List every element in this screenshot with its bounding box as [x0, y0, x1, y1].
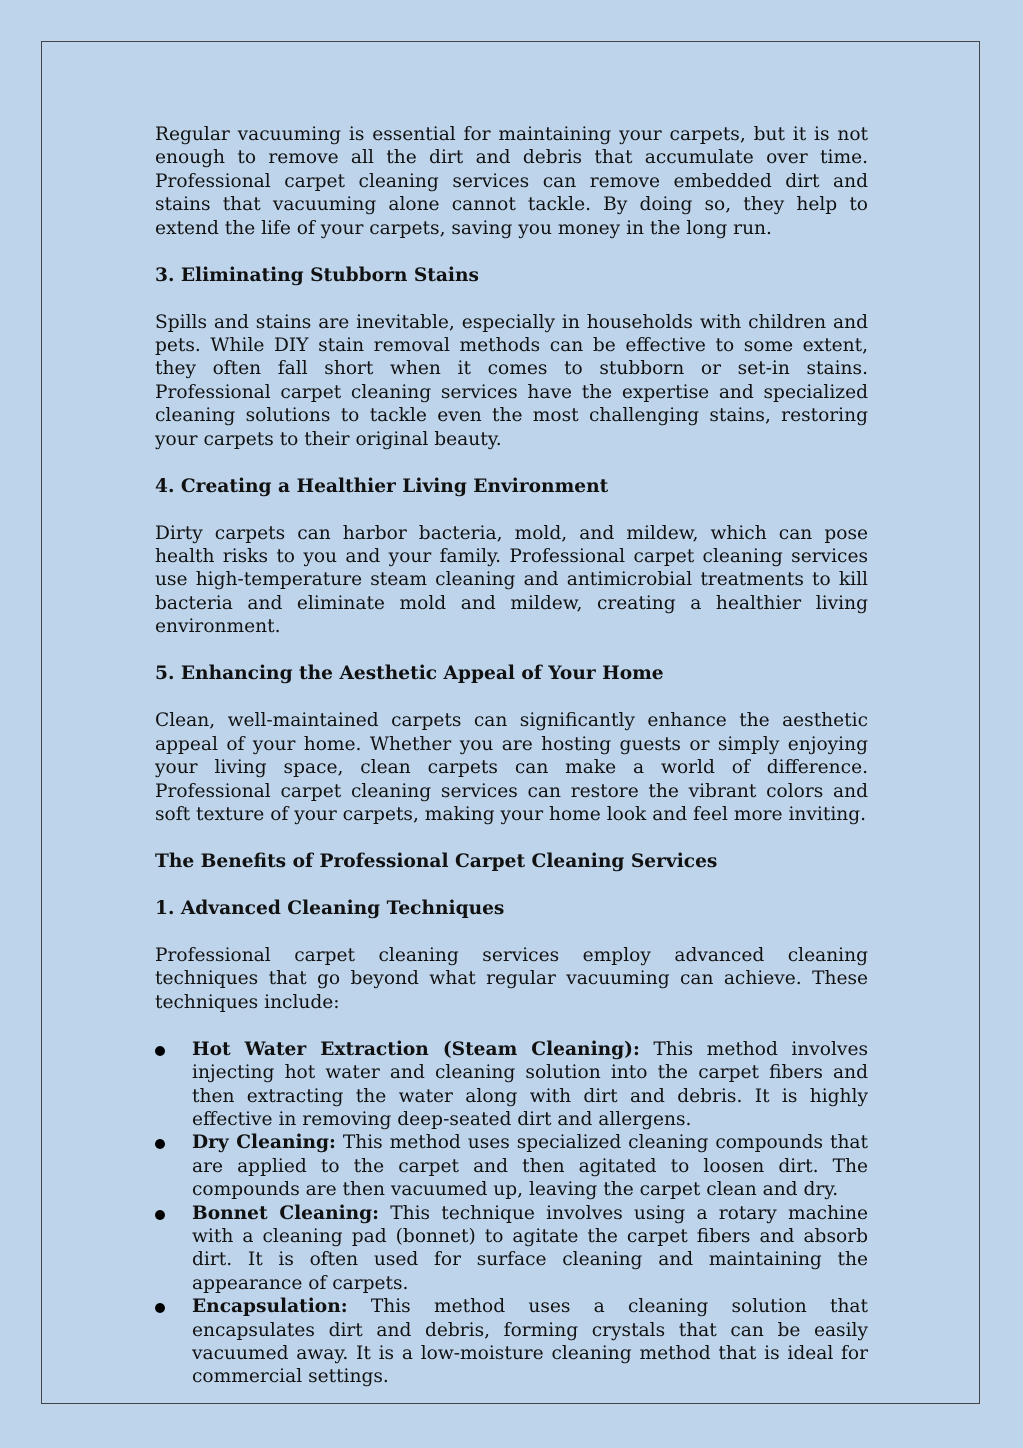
technique-term: Dry Cleaning:	[192, 1132, 336, 1154]
bullet-icon	[155, 1046, 165, 1056]
section-body-aesthetic: Clean, well-maintained carpets can significantly enhance the aesthetic appeal of your home. Whether you are hosting guests or simply enjoying your living space, clean carpets can make a world of difference. Professional carpet cleaning services can restore the vibrant colors and soft texture of your carpets, making your home look and feel more inviting.	[155, 710, 868, 825]
intro-paragraph: Regular vacuuming is essential for maintaining your carpets, but it is not enough to remove all the dirt and debris that accumulate over time. Professional carpet cleaning services can remove embedded dirt and stains that vacuuming alone cannot tackle. By doing so, they help to extend the life of your carpets, saving you money in the long run.	[155, 124, 868, 239]
list-item	[155, 1038, 868, 1132]
techniques-heading: 1. Advanced Cleaning Techniques	[155, 897, 505, 919]
document-body	[155, 123, 868, 1389]
section-body-stains: Spills and stains are inevitable, especially in households with children and pets. While DIY stain removal methods can be effective to some extent, they often fall short when it comes to stubborn or set-in stains. Professional carpet cleaning services have the expertise and specialized cleaning solutions to tackle even the most challenging stains, restoring your carpets to their original beauty.	[155, 311, 868, 450]
techniques-list	[155, 1038, 868, 1389]
technique-term: Encapsulation:	[192, 1296, 348, 1318]
bullet-icon	[155, 1139, 165, 1149]
list-item	[155, 1131, 868, 1201]
techniques-intro: Professional carpet cleaning services employ advanced cleaning techniques that go beyond what regular vacuuming can achieve. These techniques include:	[155, 944, 868, 1013]
technique-description: This technique involves using a rotary machine with a cleaning pad (bonnet) to agitate the carpet fibers and absorb dirt. It is often used for surface cleaning and maintaining the appearance of carpets.	[192, 1202, 868, 1294]
technique-description: This method involves injecting hot water and cleaning solution into the carpet fibers and then extracting the water along with dirt and debris. It is highly effective in removing deep-seated dirt and allergens.	[192, 1038, 868, 1130]
section-body-health: Dirty carpets can harbor bacteria, mold, and mildew, which can pose health risks to you and your family. Professional carpet cleaning services use high-temperature steam cleaning and antimicrobial treatments to kill bacteria and eliminate mold and mildew, creating a healthier living environment.	[155, 522, 868, 638]
bullet-icon	[155, 1210, 165, 1220]
technique-term: Hot Water Extraction (Steam Cleaning):	[192, 1038, 640, 1060]
technique-description: This method uses a cleaning solution that encapsulates dirt and debris, forming crystals that can be easily vacuumed away. It is a low-moisture cleaning method that is ideal for commercial settings.	[192, 1296, 868, 1388]
list-item	[155, 1295, 868, 1389]
section-heading-health: 4. Creating a Healthier Living Environment	[155, 475, 609, 497]
benefits-heading: The Benefits of Professional Carpet Cleaning Services	[155, 850, 718, 872]
section-heading-aesthetic: 5. Enhancing the Aesthetic Appeal of Your Home	[155, 663, 664, 685]
list-item	[155, 1202, 868, 1296]
section-heading-stains: 3. Eliminating Stubborn Stains	[155, 264, 479, 286]
bullet-icon	[155, 1303, 165, 1313]
technique-term: Bonnet Cleaning:	[192, 1202, 380, 1224]
technique-description: This method uses specialized cleaning compounds that are applied to the carpet and then agitated to loosen dirt. The compounds are then vacuumed up, leaving the carpet clean and dry.	[192, 1132, 868, 1201]
